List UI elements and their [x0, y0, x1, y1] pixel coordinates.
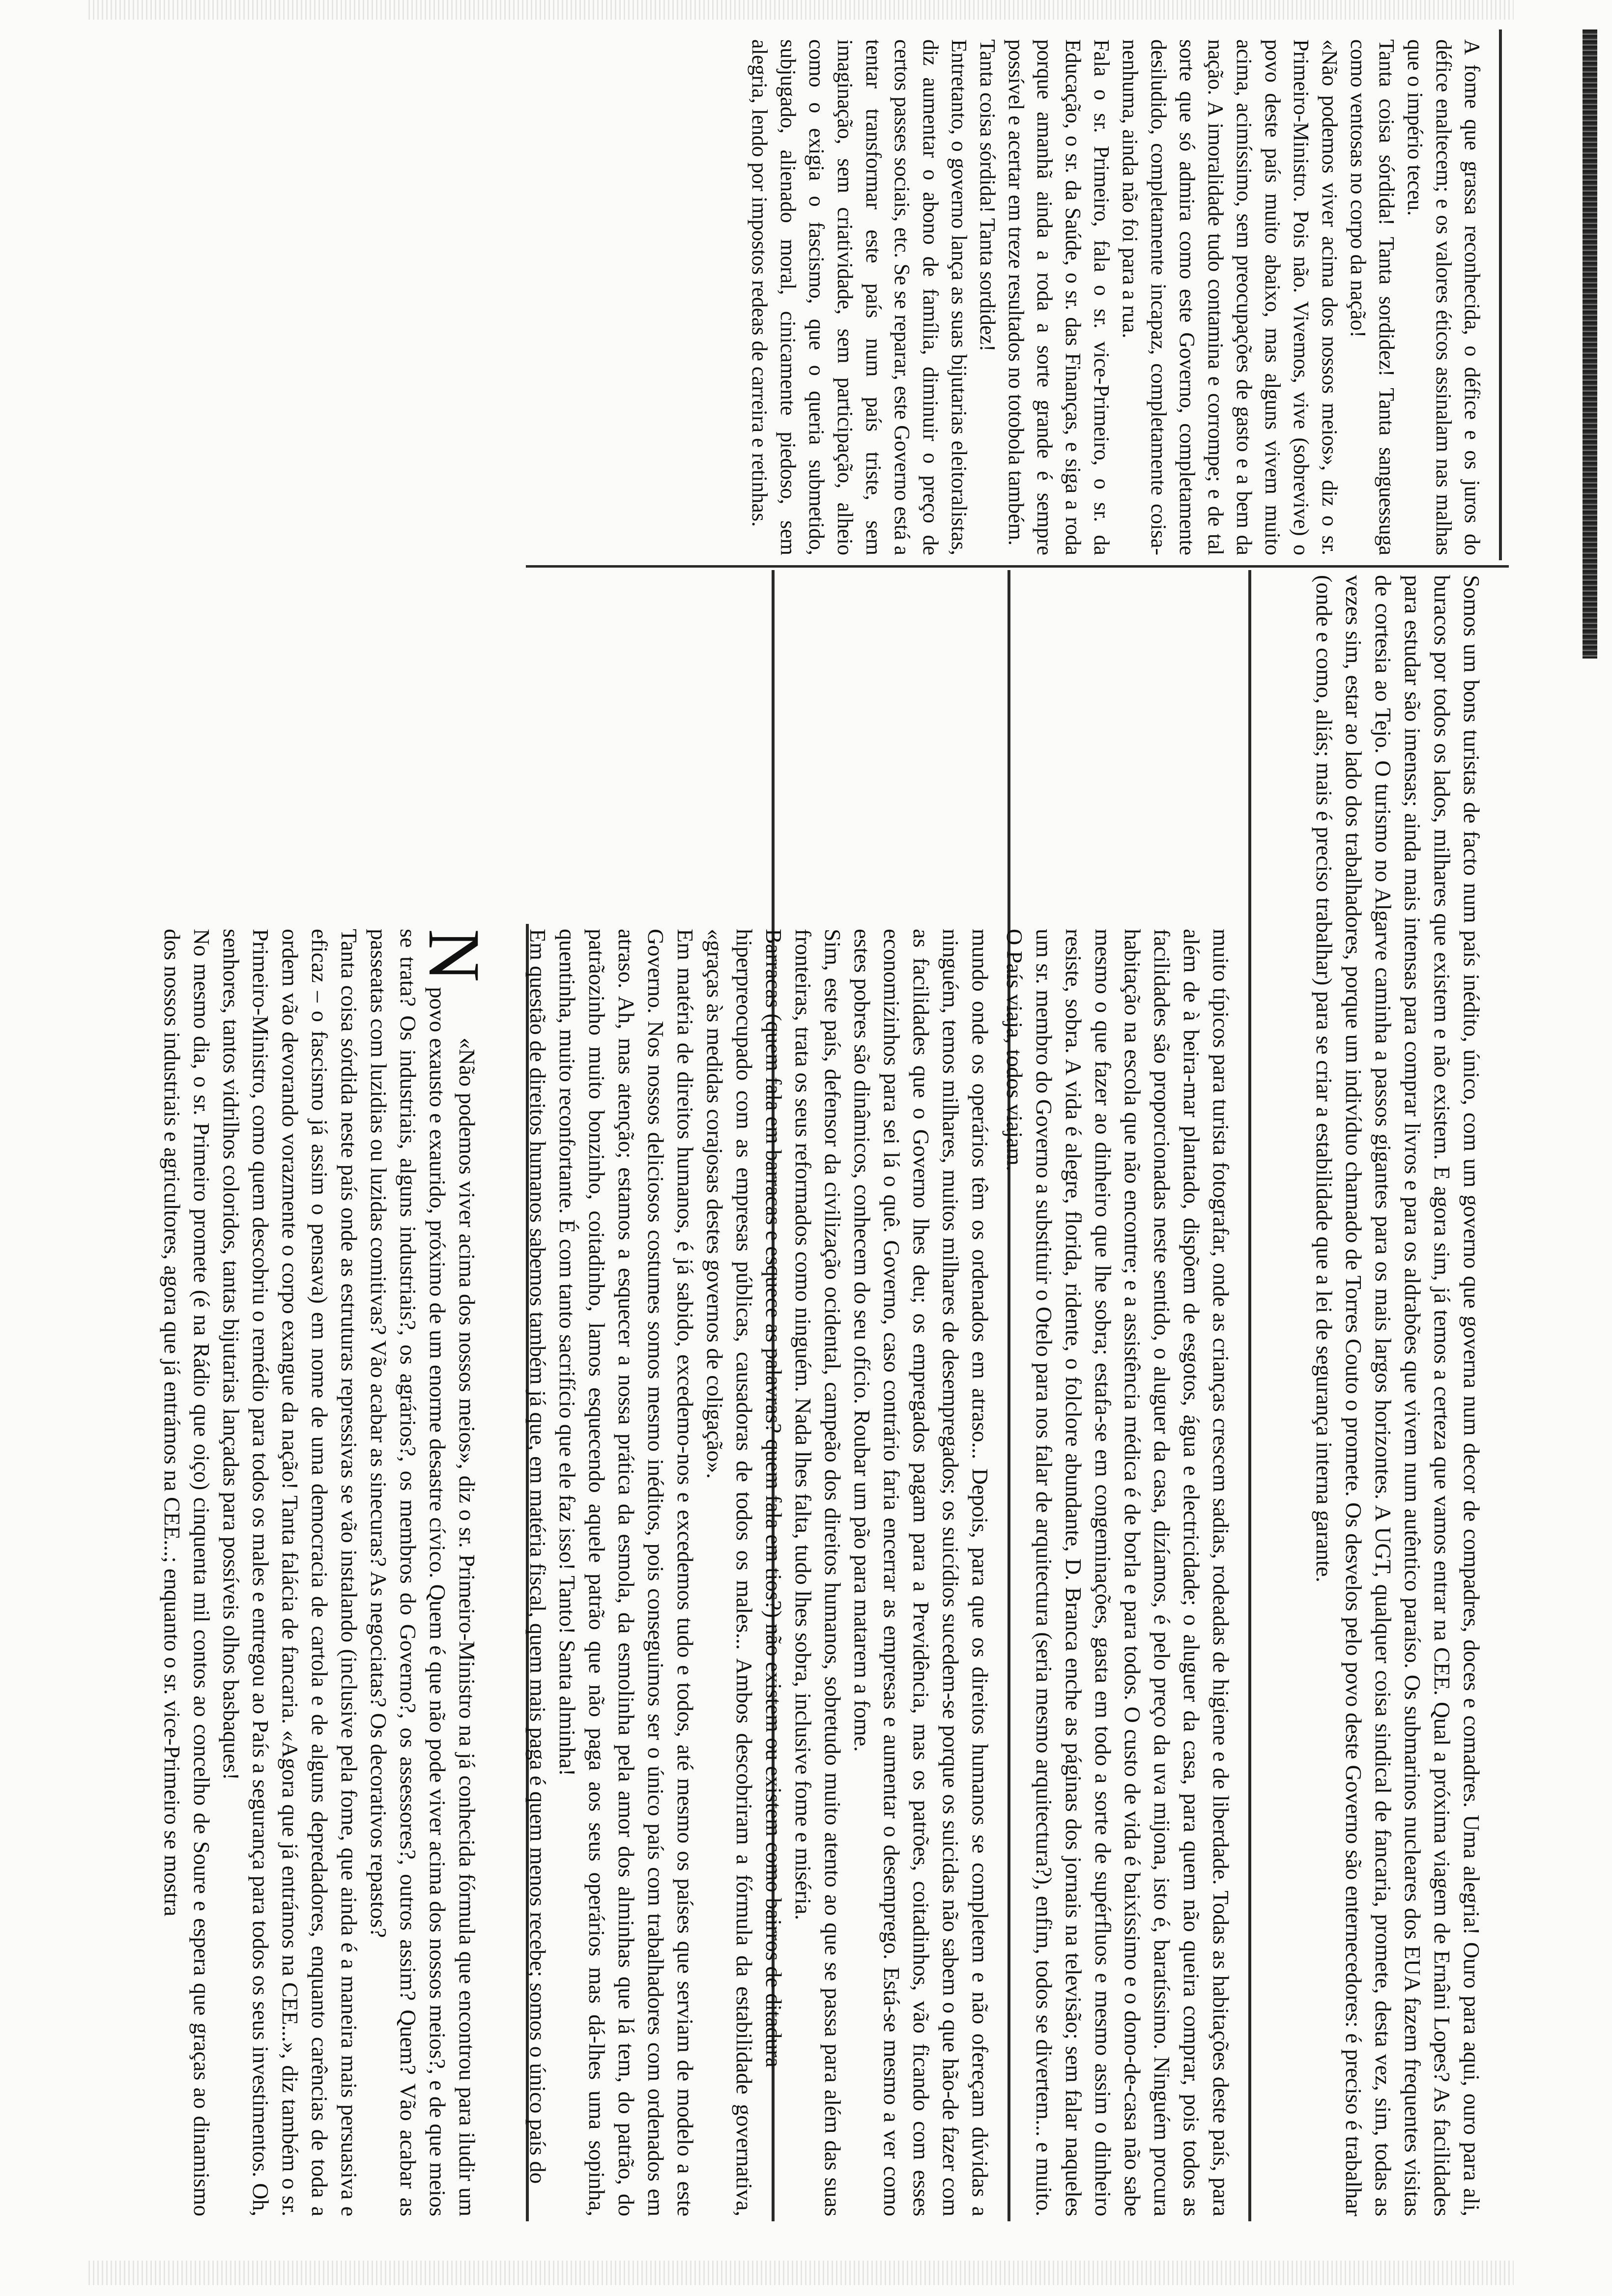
section-rule: [526, 565, 1509, 568]
article-column-1: [160, 924, 521, 2221]
column-rule: [1248, 570, 1251, 2221]
article-column-4-text: muito típicos para turista fotografar, onde as crianças crescem sadias, rodeadas de higiene e de liberdade. Todas as habitações deste país, para além de à beira-mar plantado, dispõem de esgotos, água e electricidade; o aluguer da casa, para quem não queira comprar, pois todos as facilidades são proporcionadas neste sentido, o aluguer da casa, dizíamos, é pelo preço da uva mijona, isto é, baratíssimo. Ninguém procura habitação na escola que não encontre; e a assistência médica é de borla e para todos. O custo de vida é baixíssimo e o dono-de-casa não sabe mesmo o que fazer ao dinheiro que lhe sobra; estafa-se em congeminações, gasta em todo a sorte de supérfluos e mesmo assim o dinheiro resiste, sobra. A vida é alegre, florida, ridente, o folclore abundante, D. Branca enche as páginas dos jornais na televisão; sem falar naqueles um sr. membro do Governo a substituir o Otelo para nos falar de arquitectura (seria mesmo arquitectura?), enfim, todos se divertem... e muito. O País viaja, todos viajam.: [1002, 929, 1234, 2222]
article-column-6-text: A fome que grassa reconhecida, o défice e os juros do défice enaltecem; e os valores éticos assinalam nas malhas que o império teceu. Tanta coisa sórdida! Tanta sordidez! Tanta sanguessuga como ventosas no corpo da nação! «Não podemos viver acima dos nossos meios», diz o sr. Primeiro-Ministro. Pois não. Vivemos, vive (sobrevive) o povo deste país muito abaixo, mas alguns vivem muito acima, acimíssimo, sem preocupações de gasto e a bem da nação. A imoralidade tudo contamina e corrompe; e de tal sorte que só admira como este Governo, completamente desiludido, completamente incapaz, completamente coisa-nenhuma, ainda não foi para a rua. Fala o sr. Primeiro, fala o sr. vice-Primeiro, o sr. da Educação, o sr. da Saúde, o sr. das Finanças, e siga a roda porque amanhã ainda a roda a sorte grande é sempre possível e acertar em treze resultados no totobola também. Tanta coisa sórdida! Tanta sordidez! Entretanto, o governo lança as suas bijutarias eleitoralistas, diz aumentar o abono de família, diminuir o preço de certos passes sociais, etc. Se se reparar, este Governo está a tentar transformar este país num país triste, sem imaginação, sem criatividade, sem participação, alheio como o exigia o fascismo, que o queria submetido, subjugado, alienado moral, cinicamente piedoso, sem alegria, lendo por impostos redeas de carreira e retinhas.: [748, 39, 1484, 555]
article-column-2: [525, 924, 767, 2221]
article-column-1-text: [128, 929, 511, 2216]
article-column-5-text: Somos um bons turistas de facto num país inédito, único, com um governo que governa num decor de compadres, doces e comadres. Uma alegria! Ouro para aqui, ouro para ali, buracos por todos os lados, milhares que existem e não existem. E agora sim, já temos a certeza que vamos entrar na CEE. Qual a próxima viagem de Ernâni Lopes? As facilidades para estudar são imensas; ainda mais intensas para comprar livros e para os aldrabões que vivem num autêntico paraíso. Os submarinos nucleares dos EUA fazem frequentes visitas de cortesia ao Tejo. O turismo no Algarve caminha a passos gigantes para os mais largos horizontes. A UGT, qualquer coisa sindical de fancaria, promete, desta vez, sim, todas as vezes sim, estar ao lado dos trabalhadores, porque um indivíduo chamado de Torres Couto o promete. Os desvelos pelo povo deste Governo são enternecedores: é preciso é trabalhar (onde e como, aliás; mais é preciso trabalhar) para se criar a estabilidade que a lei de segurança interna garante.: [1312, 575, 1484, 2222]
article-column-5: [1253, 570, 1494, 2221]
article-column-6: [531, 34, 1494, 560]
scan-dark-edge: [1583, 29, 1597, 659]
drop-cap: N: [413, 929, 495, 982]
article-column-3: [761, 924, 1003, 2221]
article-column-2-text: hiperpreocupado com as empresas públicas, causadoras de todos os males... Ambos descobriram a fórmula da estabilidade governativa, «graças às medidas corajosas destes governos de coligação». Em matéria de direitos humanos, é já sabido, excedemo-nos e excedemos tudo e todos, até mesmo os países que serviam de modelo a este Governo. Nos nossos deliciosos costumes somos mesmo inéditos, pois conseguimos ser o único país com trabalhadores com ordenados em atraso. Ah, mas atenção; estamos a esquecer a nossa prática da esmola, da esmolinha pela amor dos alminhas que lá tem, do patrão, do patrãozinho muito bonzinho, coitadinho, lamos esquecendo aquele patrão que não paga aos seus operários mas dá-lhes uma sopinha, quentinha, muito reconfortante. É com tanto sacrifício que ele faz isso! Tanto! Santa alminha! Em questão de direitos humanos sabemos também já que, em matéria fiscal, quem mais paga é quem menos recebe; somos o único país do: [525, 929, 757, 2216]
article-column-3-text: mundo onde os operários têm os ordenados em atraso... Depois, para que os direitos humanos se completem e não ofereçam dúvidas a ninguém, temos milhares, muitos milhares de desempregados; os suicídios sucedem-se porque os suicidas não sabem o que hão-de fazer com as facilidades que o Governo lhes deu; os empregados pagam para a Previdência, mas os patrões, coitadinhos, vão ficando com esses economizinhos para sei lá o quê. Governo, caso contrário faria encerrar as empresas e aumentar o desemprego. Está-se mesmo a ver como estes pobres são dinâmicos, conhecem do seu ofício. Roubar um pão para matarem a fome. Sim, este país, defensor da civilização ocidental, campeão dos direitos humanos, sobretudo muito atento ao que se passa para além das suas fronteiras, trata os seus reformados como ninguém. Nada lhes falta, tudo lhes sobra, inclusive fome e miséria. Barracas (quem fala em barracas e esquece as palavras? quem fala em tios?) não existem ou existem como bairros de ditadura: [761, 929, 993, 2216]
scan-noise-bottom: [88, 2261, 1514, 2285]
scan-noise-top: [88, 0, 1514, 20]
column-rule: [1499, 29, 1502, 560]
article-column-4: [1002, 924, 1243, 2222]
column-1-body: «Não podemos viver acima dos nossos meios», diz o sr. Primeiro-Ministro na já conhecida fórmula que encontrou para iludir um povo exausto e exaurido, próximo de um enorme desastre cívico. Quem é que não pode viver acima dos nossos meios?, e de que meios se trata? Os industriais, alguns industriais?, os agrários?, os membros do Governo?, os assessores?, outros assim? Quem? Vão acabar as passeatas com luzidias ou luzidas comitivas? Vão acabar as sinecuras? As negociatas? Os decorativos repastos? Tanta coisa sórdida neste país onde as estruturas repressivas se vão instalando (inclusive pela fome, que ainda é a maneira mais persuasiva e eficaz – o fascismo já assim o pensava) em nome de uma democracia de cartola e de alguns depredadores, enquanto carências de toda a ordem vão devorando vorazmente o corpo exangue da nação! Tanta falácia de fancaria. «Agora que já entrámos na CEE...», diz também o sr. Primeiro-Ministro, como quem descobriu o remédio para todos os males e entregou ao País a segurança para todos os seus investimentos. Oh, senhores, tantos vidrilhos coloridos, tantas bijutarias lançadas para possíveis olhos basbaques! No mesmo dia, o sr. Primeiro promete (é na Rádio que oiço) cinquenta mil contos ao concelho de Soure e espera que graças ao dinamismo dos nossos industriais e agricultores, agora que já entrámos na CEE...; enquanto o sr. vice-Primeiro se mostra: [160, 929, 480, 2216]
